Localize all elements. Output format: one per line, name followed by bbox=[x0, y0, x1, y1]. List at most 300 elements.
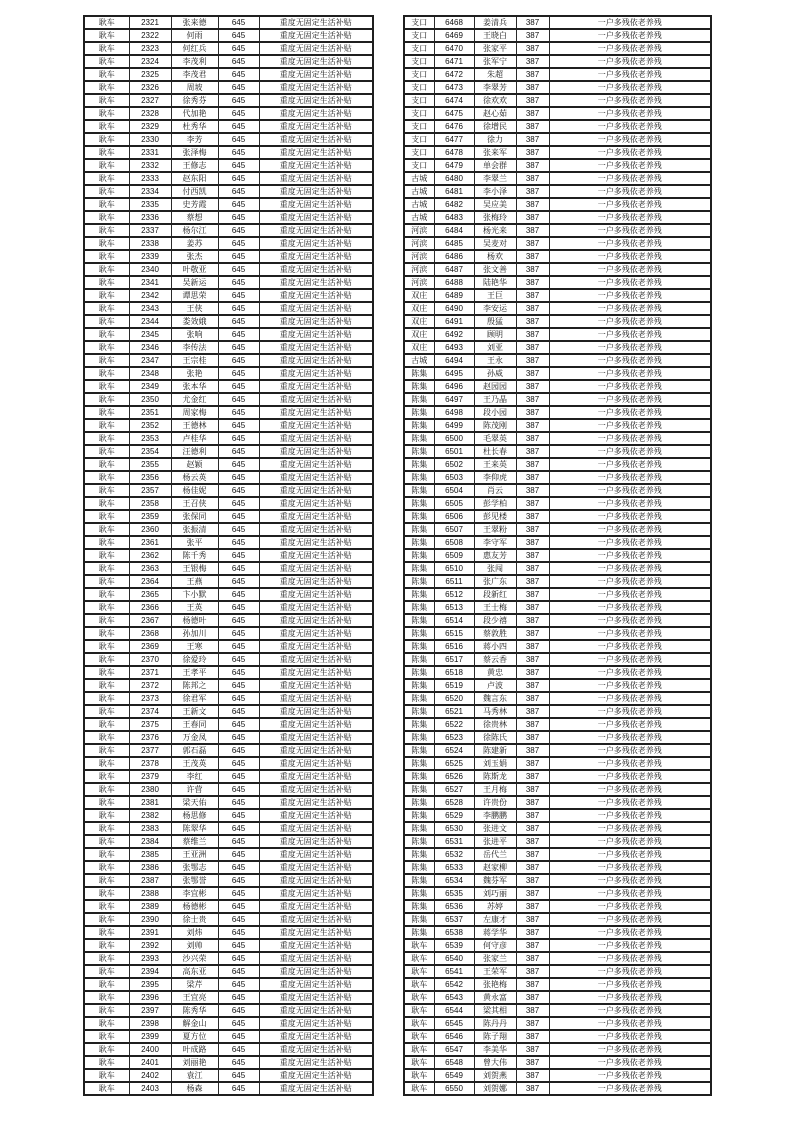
cell-category: 一户多残依老养残 bbox=[549, 211, 711, 224]
cell-amount: 387 bbox=[516, 16, 549, 29]
cell-person-name: 曾大伟 bbox=[474, 1056, 516, 1069]
table-row bbox=[84, 328, 373, 341]
cell-town: 陈集 bbox=[404, 510, 434, 523]
cell-town: 耿车 bbox=[84, 471, 129, 484]
cell-category: 重度无固定生活补贴 bbox=[259, 1069, 373, 1082]
cell-town: 耿车 bbox=[84, 627, 129, 640]
cell-category: 重度无固定生活补贴 bbox=[259, 653, 373, 666]
cell-person-name: 彭见楼 bbox=[474, 510, 516, 523]
cell-serial: 6541 bbox=[434, 965, 474, 978]
cell-category: 重度无固定生活补贴 bbox=[259, 432, 373, 445]
cell-serial: 2340 bbox=[129, 263, 171, 276]
cell-serial: 2390 bbox=[129, 913, 171, 926]
cell-person-name: 徐力 bbox=[474, 133, 516, 146]
cell-town: 耿车 bbox=[84, 913, 129, 926]
cell-town: 耿车 bbox=[84, 978, 129, 991]
table-row bbox=[84, 81, 373, 94]
cell-town: 陈集 bbox=[404, 458, 434, 471]
cell-town: 耿车 bbox=[84, 965, 129, 978]
cell-person-name: 王英 bbox=[171, 601, 218, 614]
cell-serial: 2402 bbox=[129, 1069, 171, 1082]
cell-amount: 387 bbox=[516, 666, 549, 679]
table-row bbox=[84, 913, 373, 926]
table-row bbox=[404, 120, 711, 133]
cell-amount: 645 bbox=[218, 536, 259, 549]
cell-amount: 645 bbox=[218, 55, 259, 68]
table-row bbox=[404, 744, 711, 757]
table-row bbox=[404, 757, 711, 770]
table-row bbox=[84, 575, 373, 588]
cell-category: 一户多残依老养残 bbox=[549, 1030, 711, 1043]
cell-serial: 6492 bbox=[434, 328, 474, 341]
cell-serial: 6497 bbox=[434, 393, 474, 406]
cell-town: 耿车 bbox=[84, 536, 129, 549]
cell-person-name: 张振清 bbox=[171, 523, 218, 536]
cell-category: 重度无固定生活补贴 bbox=[259, 965, 373, 978]
cell-person-name: 袁江 bbox=[171, 1069, 218, 1082]
cell-town: 耿车 bbox=[84, 601, 129, 614]
table-row bbox=[404, 796, 711, 809]
cell-town: 耿车 bbox=[84, 484, 129, 497]
cell-town: 陈集 bbox=[404, 588, 434, 601]
cell-category: 重度无固定生活补贴 bbox=[259, 757, 373, 770]
cell-town: 河滨 bbox=[404, 237, 434, 250]
cell-person-name: 孙加川 bbox=[171, 627, 218, 640]
cell-town: 耿车 bbox=[404, 1082, 434, 1095]
cell-serial: 6503 bbox=[434, 471, 474, 484]
cell-person-name: 王召侠 bbox=[171, 497, 218, 510]
cell-serial: 6500 bbox=[434, 432, 474, 445]
cell-town: 耿车 bbox=[84, 250, 129, 263]
cell-category: 重度无固定生活补贴 bbox=[259, 263, 373, 276]
cell-serial: 6507 bbox=[434, 523, 474, 536]
cell-category: 重度无固定生活补贴 bbox=[259, 445, 373, 458]
cell-category: 一户多残依老养残 bbox=[549, 250, 711, 263]
cell-town: 耿车 bbox=[404, 939, 434, 952]
table-row bbox=[404, 172, 711, 185]
table-row bbox=[84, 848, 373, 861]
cell-category: 一户多残依老养残 bbox=[549, 289, 711, 302]
cell-category: 一户多残依老养残 bbox=[549, 536, 711, 549]
cell-serial: 6535 bbox=[434, 887, 474, 900]
cell-person-name: 张艳梅 bbox=[474, 978, 516, 991]
cell-amount: 387 bbox=[516, 523, 549, 536]
cell-amount: 387 bbox=[516, 406, 549, 419]
cell-amount: 645 bbox=[218, 1004, 259, 1017]
cell-category: 一户多残依老养残 bbox=[549, 107, 711, 120]
table-row bbox=[84, 1004, 373, 1017]
cell-category: 重度无固定生活补贴 bbox=[259, 744, 373, 757]
table-row bbox=[404, 1030, 711, 1043]
table-row bbox=[84, 432, 373, 445]
cell-town: 耿车 bbox=[84, 991, 129, 1004]
table-row bbox=[404, 783, 711, 796]
cell-amount: 645 bbox=[218, 913, 259, 926]
cell-serial: 2349 bbox=[129, 380, 171, 393]
cell-serial: 6521 bbox=[434, 705, 474, 718]
table-row bbox=[84, 484, 373, 497]
cell-serial: 2394 bbox=[129, 965, 171, 978]
cell-amount: 387 bbox=[516, 809, 549, 822]
cell-amount: 387 bbox=[516, 120, 549, 133]
cell-category: 一户多残依老养残 bbox=[549, 575, 711, 588]
cell-amount: 645 bbox=[218, 731, 259, 744]
cell-town: 耿车 bbox=[404, 1030, 434, 1043]
cell-amount: 645 bbox=[218, 1069, 259, 1082]
cell-amount: 645 bbox=[218, 757, 259, 770]
cell-serial: 2321 bbox=[129, 16, 171, 29]
cell-category: 重度无固定生活补贴 bbox=[259, 354, 373, 367]
cell-town: 陈集 bbox=[404, 523, 434, 536]
cell-serial: 2334 bbox=[129, 185, 171, 198]
cell-serial: 6490 bbox=[434, 302, 474, 315]
cell-town: 耿车 bbox=[84, 731, 129, 744]
cell-amount: 387 bbox=[516, 1030, 549, 1043]
cell-town: 陈集 bbox=[404, 679, 434, 692]
cell-town: 陈集 bbox=[404, 445, 434, 458]
cell-serial: 2332 bbox=[129, 159, 171, 172]
cell-person-name: 陈子翔 bbox=[474, 1030, 516, 1043]
cell-amount: 387 bbox=[516, 757, 549, 770]
cell-town: 耿车 bbox=[84, 198, 129, 211]
cell-town: 耿车 bbox=[84, 68, 129, 81]
cell-serial: 6491 bbox=[434, 315, 474, 328]
cell-amount: 387 bbox=[516, 536, 549, 549]
table-row bbox=[84, 354, 373, 367]
cell-town: 耿车 bbox=[84, 562, 129, 575]
cell-amount: 387 bbox=[516, 146, 549, 159]
cell-serial: 2354 bbox=[129, 445, 171, 458]
cell-serial: 2363 bbox=[129, 562, 171, 575]
cell-person-name: 岳代兰 bbox=[474, 848, 516, 861]
cell-amount: 387 bbox=[516, 198, 549, 211]
cell-amount: 645 bbox=[218, 94, 259, 107]
cell-serial: 6501 bbox=[434, 445, 474, 458]
table-row bbox=[404, 263, 711, 276]
cell-person-name: 李小泽 bbox=[474, 185, 516, 198]
table-row bbox=[404, 731, 711, 744]
cell-serial: 2331 bbox=[129, 146, 171, 159]
cell-town: 耿车 bbox=[84, 770, 129, 783]
cell-amount: 645 bbox=[218, 328, 259, 341]
cell-town: 耿车 bbox=[84, 419, 129, 432]
cell-town: 耿车 bbox=[84, 822, 129, 835]
cell-serial: 2326 bbox=[129, 81, 171, 94]
cell-person-name: 张进平 bbox=[474, 835, 516, 848]
cell-person-name: 代加艳 bbox=[171, 107, 218, 120]
table-row bbox=[404, 1004, 711, 1017]
cell-serial: 6540 bbox=[434, 952, 474, 965]
cell-person-name: 张保同 bbox=[171, 510, 218, 523]
cell-amount: 645 bbox=[218, 432, 259, 445]
cell-amount: 645 bbox=[218, 601, 259, 614]
cell-amount: 645 bbox=[218, 588, 259, 601]
cell-category: 重度无固定生活补贴 bbox=[259, 575, 373, 588]
cell-serial: 2392 bbox=[129, 939, 171, 952]
table-row bbox=[84, 302, 373, 315]
table-row bbox=[404, 770, 711, 783]
cell-person-name: 王月梅 bbox=[474, 783, 516, 796]
cell-amount: 645 bbox=[218, 562, 259, 575]
cell-town: 双庄 bbox=[404, 341, 434, 354]
cell-category: 重度无固定生活补贴 bbox=[259, 1004, 373, 1017]
cell-category: 重度无固定生活补贴 bbox=[259, 16, 373, 29]
cell-town: 陈集 bbox=[404, 926, 434, 939]
cell-category: 一户多残依老养残 bbox=[549, 1082, 711, 1095]
cell-person-name: 段少禧 bbox=[474, 614, 516, 627]
cell-town: 耿车 bbox=[84, 237, 129, 250]
cell-serial: 2324 bbox=[129, 55, 171, 68]
cell-category: 一户多残依老养残 bbox=[549, 159, 711, 172]
cell-amount: 387 bbox=[516, 510, 549, 523]
cell-amount: 645 bbox=[218, 393, 259, 406]
cell-category: 重度无固定生活补贴 bbox=[259, 133, 373, 146]
cell-amount: 387 bbox=[516, 354, 549, 367]
cell-town: 支口 bbox=[404, 16, 434, 29]
cell-category: 重度无固定生活补贴 bbox=[259, 588, 373, 601]
cell-town: 支口 bbox=[404, 146, 434, 159]
table-row bbox=[404, 289, 711, 302]
cell-amount: 387 bbox=[516, 471, 549, 484]
table-row bbox=[84, 159, 373, 172]
cell-person-name: 谭思荣 bbox=[171, 289, 218, 302]
cell-person-name: 王燕 bbox=[171, 575, 218, 588]
cell-serial: 2383 bbox=[129, 822, 171, 835]
cell-amount: 387 bbox=[516, 796, 549, 809]
cell-category: 一户多残依老养残 bbox=[549, 809, 711, 822]
cell-person-name: 陈丹丹 bbox=[474, 1017, 516, 1030]
cell-serial: 2351 bbox=[129, 406, 171, 419]
table-row bbox=[84, 653, 373, 666]
cell-serial: 2356 bbox=[129, 471, 171, 484]
cell-category: 重度无固定生活补贴 bbox=[259, 224, 373, 237]
table-row bbox=[84, 211, 373, 224]
cell-amount: 387 bbox=[516, 211, 549, 224]
cell-serial: 6515 bbox=[434, 627, 474, 640]
cell-serial: 6476 bbox=[434, 120, 474, 133]
cell-category: 重度无固定生活补贴 bbox=[259, 289, 373, 302]
cell-serial: 2377 bbox=[129, 744, 171, 757]
cell-serial: 2328 bbox=[129, 107, 171, 120]
cell-category: 一户多残依老养残 bbox=[549, 16, 711, 29]
cell-town: 耿车 bbox=[84, 1017, 129, 1030]
cell-amount: 645 bbox=[218, 549, 259, 562]
cell-town: 耿车 bbox=[84, 393, 129, 406]
cell-person-name: 王乃晶 bbox=[474, 393, 516, 406]
cell-amount: 387 bbox=[516, 367, 549, 380]
cell-serial: 2339 bbox=[129, 250, 171, 263]
cell-town: 耿车 bbox=[84, 575, 129, 588]
cell-town: 陈集 bbox=[404, 419, 434, 432]
cell-serial: 6527 bbox=[434, 783, 474, 796]
cell-town: 陈集 bbox=[404, 393, 434, 406]
cell-category: 一户多残依老养残 bbox=[549, 406, 711, 419]
cell-amount: 387 bbox=[516, 653, 549, 666]
table-row bbox=[404, 159, 711, 172]
cell-amount: 387 bbox=[516, 289, 549, 302]
cell-person-name: 沙兴荣 bbox=[171, 952, 218, 965]
cell-serial: 6530 bbox=[434, 822, 474, 835]
cell-category: 一户多残依老养残 bbox=[549, 653, 711, 666]
cell-person-name: 孙威 bbox=[474, 367, 516, 380]
cell-category: 一户多残依老养残 bbox=[549, 471, 711, 484]
cell-category: 一户多残依老养残 bbox=[549, 679, 711, 692]
cell-category: 一户多残依老养残 bbox=[549, 133, 711, 146]
cell-serial: 6472 bbox=[434, 68, 474, 81]
table-row bbox=[404, 224, 711, 237]
cell-town: 耿车 bbox=[84, 406, 129, 419]
table-row bbox=[404, 367, 711, 380]
cell-person-name: 李传法 bbox=[171, 341, 218, 354]
cell-town: 陈集 bbox=[404, 835, 434, 848]
table-row bbox=[84, 991, 373, 1004]
cell-category: 重度无固定生活补贴 bbox=[259, 848, 373, 861]
table-row bbox=[84, 783, 373, 796]
cell-serial: 6537 bbox=[434, 913, 474, 926]
cell-category: 一户多残依老养残 bbox=[549, 952, 711, 965]
table-row bbox=[404, 29, 711, 42]
cell-serial: 2391 bbox=[129, 926, 171, 939]
cell-category: 一户多残依老养残 bbox=[549, 1017, 711, 1030]
cell-category: 重度无固定生活补贴 bbox=[259, 315, 373, 328]
table-row bbox=[84, 1056, 373, 1069]
cell-person-name: 郭石磊 bbox=[171, 744, 218, 757]
cell-category: 重度无固定生活补贴 bbox=[259, 562, 373, 575]
cell-category: 一户多残依老养残 bbox=[549, 835, 711, 848]
cell-serial: 6475 bbox=[434, 107, 474, 120]
table-row bbox=[404, 653, 711, 666]
cell-town: 陈集 bbox=[404, 367, 434, 380]
table-row bbox=[84, 549, 373, 562]
cell-category: 一户多残依老养残 bbox=[549, 315, 711, 328]
cell-category: 一户多残依老养残 bbox=[549, 926, 711, 939]
cell-town: 支口 bbox=[404, 29, 434, 42]
cell-serial: 2330 bbox=[129, 133, 171, 146]
table-row bbox=[404, 42, 711, 55]
cell-amount: 645 bbox=[218, 471, 259, 484]
cell-category: 重度无固定生活补贴 bbox=[259, 328, 373, 341]
table-row bbox=[84, 887, 373, 900]
table-row bbox=[84, 796, 373, 809]
cell-amount: 387 bbox=[516, 1056, 549, 1069]
cell-person-name: 王亚洲 bbox=[171, 848, 218, 861]
table-row bbox=[404, 640, 711, 653]
cell-serial: 6482 bbox=[434, 198, 474, 211]
cell-serial: 2373 bbox=[129, 692, 171, 705]
cell-category: 重度无固定生活补贴 bbox=[259, 29, 373, 42]
cell-person-name: 殷猛 bbox=[474, 315, 516, 328]
cell-category: 一户多残依老养残 bbox=[549, 1056, 711, 1069]
table-row bbox=[84, 1082, 373, 1095]
cell-category: 一户多残依老养残 bbox=[549, 146, 711, 159]
subsidy-table-right bbox=[403, 15, 712, 1096]
cell-category: 重度无固定生活补贴 bbox=[259, 900, 373, 913]
cell-amount: 645 bbox=[218, 302, 259, 315]
cell-town: 耿车 bbox=[84, 1004, 129, 1017]
cell-person-name: 段小园 bbox=[474, 406, 516, 419]
cell-serial: 2362 bbox=[129, 549, 171, 562]
cell-town: 陈集 bbox=[404, 471, 434, 484]
cell-serial: 6518 bbox=[434, 666, 474, 679]
cell-category: 一户多残依老养残 bbox=[549, 497, 711, 510]
cell-category: 重度无固定生活补贴 bbox=[259, 835, 373, 848]
cell-category: 重度无固定生活补贴 bbox=[259, 55, 373, 68]
cell-town: 陈集 bbox=[404, 627, 434, 640]
cell-category: 重度无固定生活补贴 bbox=[259, 94, 373, 107]
cell-person-name: 王宗桂 bbox=[171, 354, 218, 367]
cell-person-name: 惠友芳 bbox=[474, 549, 516, 562]
cell-town: 支口 bbox=[404, 94, 434, 107]
table-row bbox=[404, 601, 711, 614]
cell-category: 一户多残依老养残 bbox=[549, 848, 711, 861]
cell-amount: 645 bbox=[218, 1030, 259, 1043]
cell-person-name: 刘丽艳 bbox=[171, 1056, 218, 1069]
cell-serial: 6495 bbox=[434, 367, 474, 380]
cell-person-name: 张军宁 bbox=[474, 55, 516, 68]
cell-category: 重度无固定生活补贴 bbox=[259, 211, 373, 224]
cell-town: 河滨 bbox=[404, 224, 434, 237]
cell-category: 一户多残依老养残 bbox=[549, 1043, 711, 1056]
cell-category: 一户多残依老养残 bbox=[549, 523, 711, 536]
table-row bbox=[404, 614, 711, 627]
cell-town: 河滨 bbox=[404, 276, 434, 289]
cell-category: 一户多残依老养残 bbox=[549, 601, 711, 614]
cell-person-name: 卢桂华 bbox=[171, 432, 218, 445]
cell-person-name: 王翠粉 bbox=[474, 523, 516, 536]
cell-amount: 387 bbox=[516, 432, 549, 445]
cell-serial: 2333 bbox=[129, 172, 171, 185]
cell-serial: 6526 bbox=[434, 770, 474, 783]
cell-serial: 6494 bbox=[434, 354, 474, 367]
cell-person-name: 王寒 bbox=[171, 640, 218, 653]
table-row bbox=[404, 302, 711, 315]
cell-category: 一户多残依老养残 bbox=[549, 1004, 711, 1017]
cell-amount: 387 bbox=[516, 848, 549, 861]
cell-amount: 645 bbox=[218, 783, 259, 796]
cell-person-name: 许营 bbox=[171, 783, 218, 796]
cell-person-name: 苏婷 bbox=[474, 900, 516, 913]
cell-person-name: 张文善 bbox=[474, 263, 516, 276]
table-row bbox=[84, 1043, 373, 1056]
cell-town: 耿车 bbox=[84, 289, 129, 302]
table-row bbox=[84, 510, 373, 523]
cell-category: 重度无固定生活补贴 bbox=[259, 939, 373, 952]
cell-person-name: 陈茂刚 bbox=[474, 419, 516, 432]
cell-category: 重度无固定生活补贴 bbox=[259, 874, 373, 887]
cell-person-name: 叶成路 bbox=[171, 1043, 218, 1056]
cell-person-name: 黄忠 bbox=[474, 666, 516, 679]
cell-serial: 6522 bbox=[434, 718, 474, 731]
cell-category: 重度无固定生活补贴 bbox=[259, 341, 373, 354]
cell-category: 重度无固定生活补贴 bbox=[259, 705, 373, 718]
cell-amount: 387 bbox=[516, 874, 549, 887]
cell-person-name: 梁芹 bbox=[171, 978, 218, 991]
cell-town: 陈集 bbox=[404, 380, 434, 393]
cell-person-name: 杜秀华 bbox=[171, 120, 218, 133]
cell-serial: 6471 bbox=[434, 55, 474, 68]
cell-person-name: 王晓白 bbox=[474, 29, 516, 42]
table-row bbox=[404, 393, 711, 406]
cell-town: 耿车 bbox=[84, 783, 129, 796]
cell-person-name: 张闯 bbox=[474, 562, 516, 575]
cell-category: 重度无固定生活补贴 bbox=[259, 1030, 373, 1043]
cell-serial: 6529 bbox=[434, 809, 474, 822]
table-row bbox=[404, 250, 711, 263]
cell-person-name: 蔡云香 bbox=[474, 653, 516, 666]
cell-person-name: 徐士贵 bbox=[171, 913, 218, 926]
cell-category: 一户多残依老养残 bbox=[549, 237, 711, 250]
cell-town: 耿车 bbox=[84, 1043, 129, 1056]
